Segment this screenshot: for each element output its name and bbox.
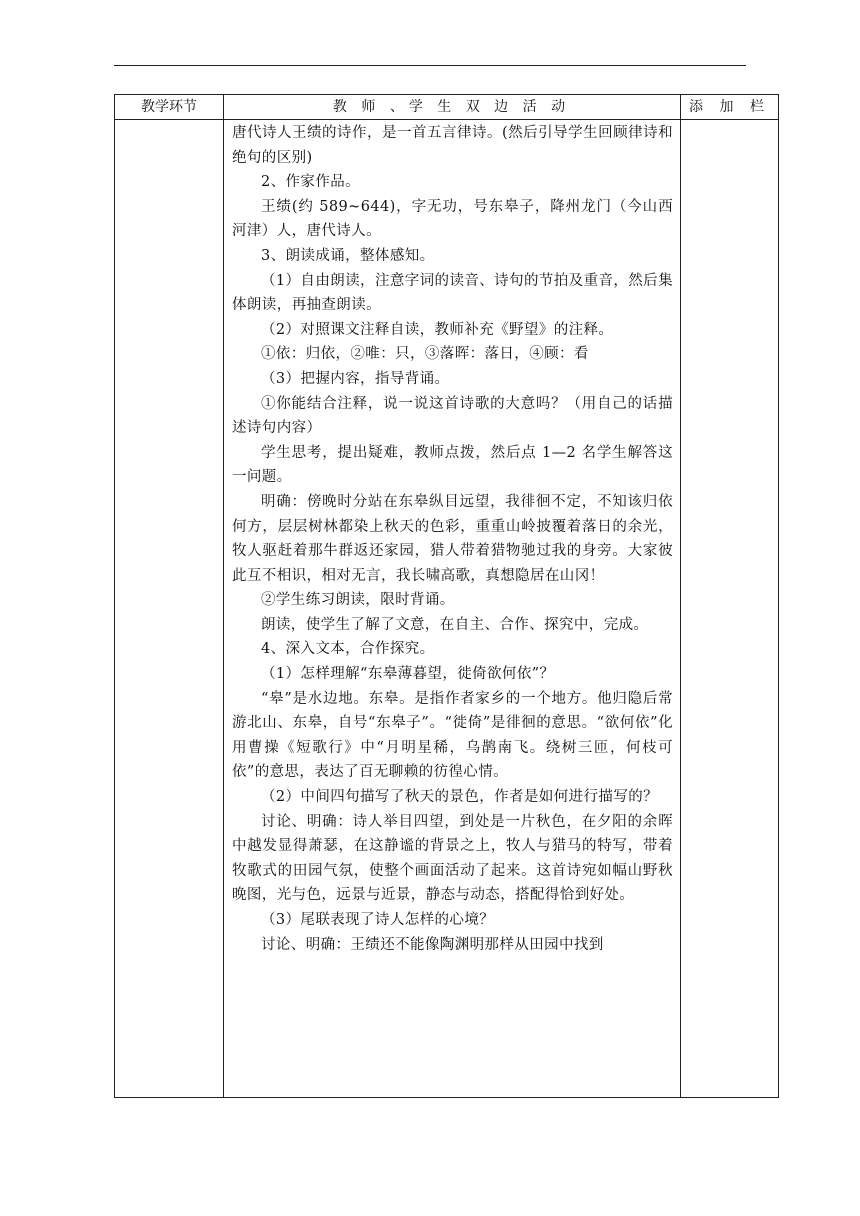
paragraph: 唐代诗人王绩的诗作，是一首五言律诗。(然后引导学生回顾律诗和绝句的区别) (232, 125, 673, 166)
header-rule (114, 65, 746, 66)
paragraph: 学生思考，提出疑难，教师点拨，然后点 1—2 名学生解答这一问题。 (232, 444, 673, 486)
header-section: 教学环节 (141, 99, 197, 115)
paragraph: （1）怎样理解“东皋薄暮望，徙倚欲何依”？ (261, 666, 555, 683)
paragraph: （2）对照课文注释自读，教师补充《野望》的注释。 (261, 321, 614, 338)
paragraph: “皋”是水边地。东皋。是指作者家乡的一个地方。他归隐后常游北山、东皋，自号“东皋子”。“徙倚”是徘徊的意思。“欲何依”化用曹操《短歌行》中“月明星稀，乌鹊南飞。绕树三匝，何枝可依”的意思，表达了百无聊赖的彷徨心情。 (232, 690, 673, 781)
paragraph: 明确：傍晚时分站在东皋纵目远望，我徘徊不定，不知该归依何方，层层树林都染上秋天的色彩，重重山岭披覆着落日的余光，牧人驱赶着那牛群返还家园，猎人带着猎物驰过我的身旁。大家彼此互不相识，相对无言，我长啸高歌，真想隐居在山冈！ (232, 493, 673, 584)
header-divider (115, 119, 778, 120)
paragraph: （1）自由朗读，注意字词的读音、诗句的节拍及重音，然后集体朗读，再抽查朗读。 (232, 272, 673, 314)
paragraph: ①依：归依，②唯：只，③落晖：落日，④顾：看 (261, 346, 589, 363)
column-divider (680, 95, 681, 1097)
paragraph: 4、深入文本，合作探究。 (261, 641, 435, 658)
paragraph: ②学生练习朗读，限时背诵。 (261, 592, 455, 609)
lesson-table (114, 94, 779, 1098)
paragraph: 讨论、明确：诗人举目四望，到处是一片秋色，在夕阳的余晖中越发显得萧瑟，在这静谧的背景之上，牧人与猎马的特写，带着牧歌式的田园气氛，使整个画面活动了起来。这首诗宛如幅山野秋晚图，光与色，远景与近景，静态与动态，搭配得恰到好处。 (232, 813, 673, 904)
paragraph: 朗读，使学生了解了文意，在自主、合作、探究中，完成。 (261, 616, 649, 633)
paragraph: （3）把握内容，指导背诵。 (261, 370, 450, 387)
header-notes: 添 加 栏 (689, 99, 770, 115)
paragraph: 2、作家作品。 (261, 174, 361, 191)
activities-cell (232, 121, 673, 957)
header-activities: 教 师 、学 生 双 边 活 动 (332, 99, 571, 115)
paragraph: 讨论、明确：王绩还不能像陶渊明那样从田园中找到 (261, 936, 604, 953)
paragraph: ①你能结合注释，说一说这首诗歌的大意吗？（用自己的话描述诗句内容） (232, 395, 673, 437)
paragraph: 王绩(约 589~644)，字无功，号东皋子，降州龙门（今山西河津）人，唐代诗人。 (232, 198, 673, 240)
column-divider (223, 95, 224, 1097)
paragraph: 3、朗读成诵，整体感知。 (261, 247, 435, 264)
paragraph: （2）中间四句描写了秋天的景色，作者是如何进行描写的？ (261, 789, 659, 806)
paragraph: （3）尾联表现了诗人怎样的心境？ (261, 912, 495, 928)
